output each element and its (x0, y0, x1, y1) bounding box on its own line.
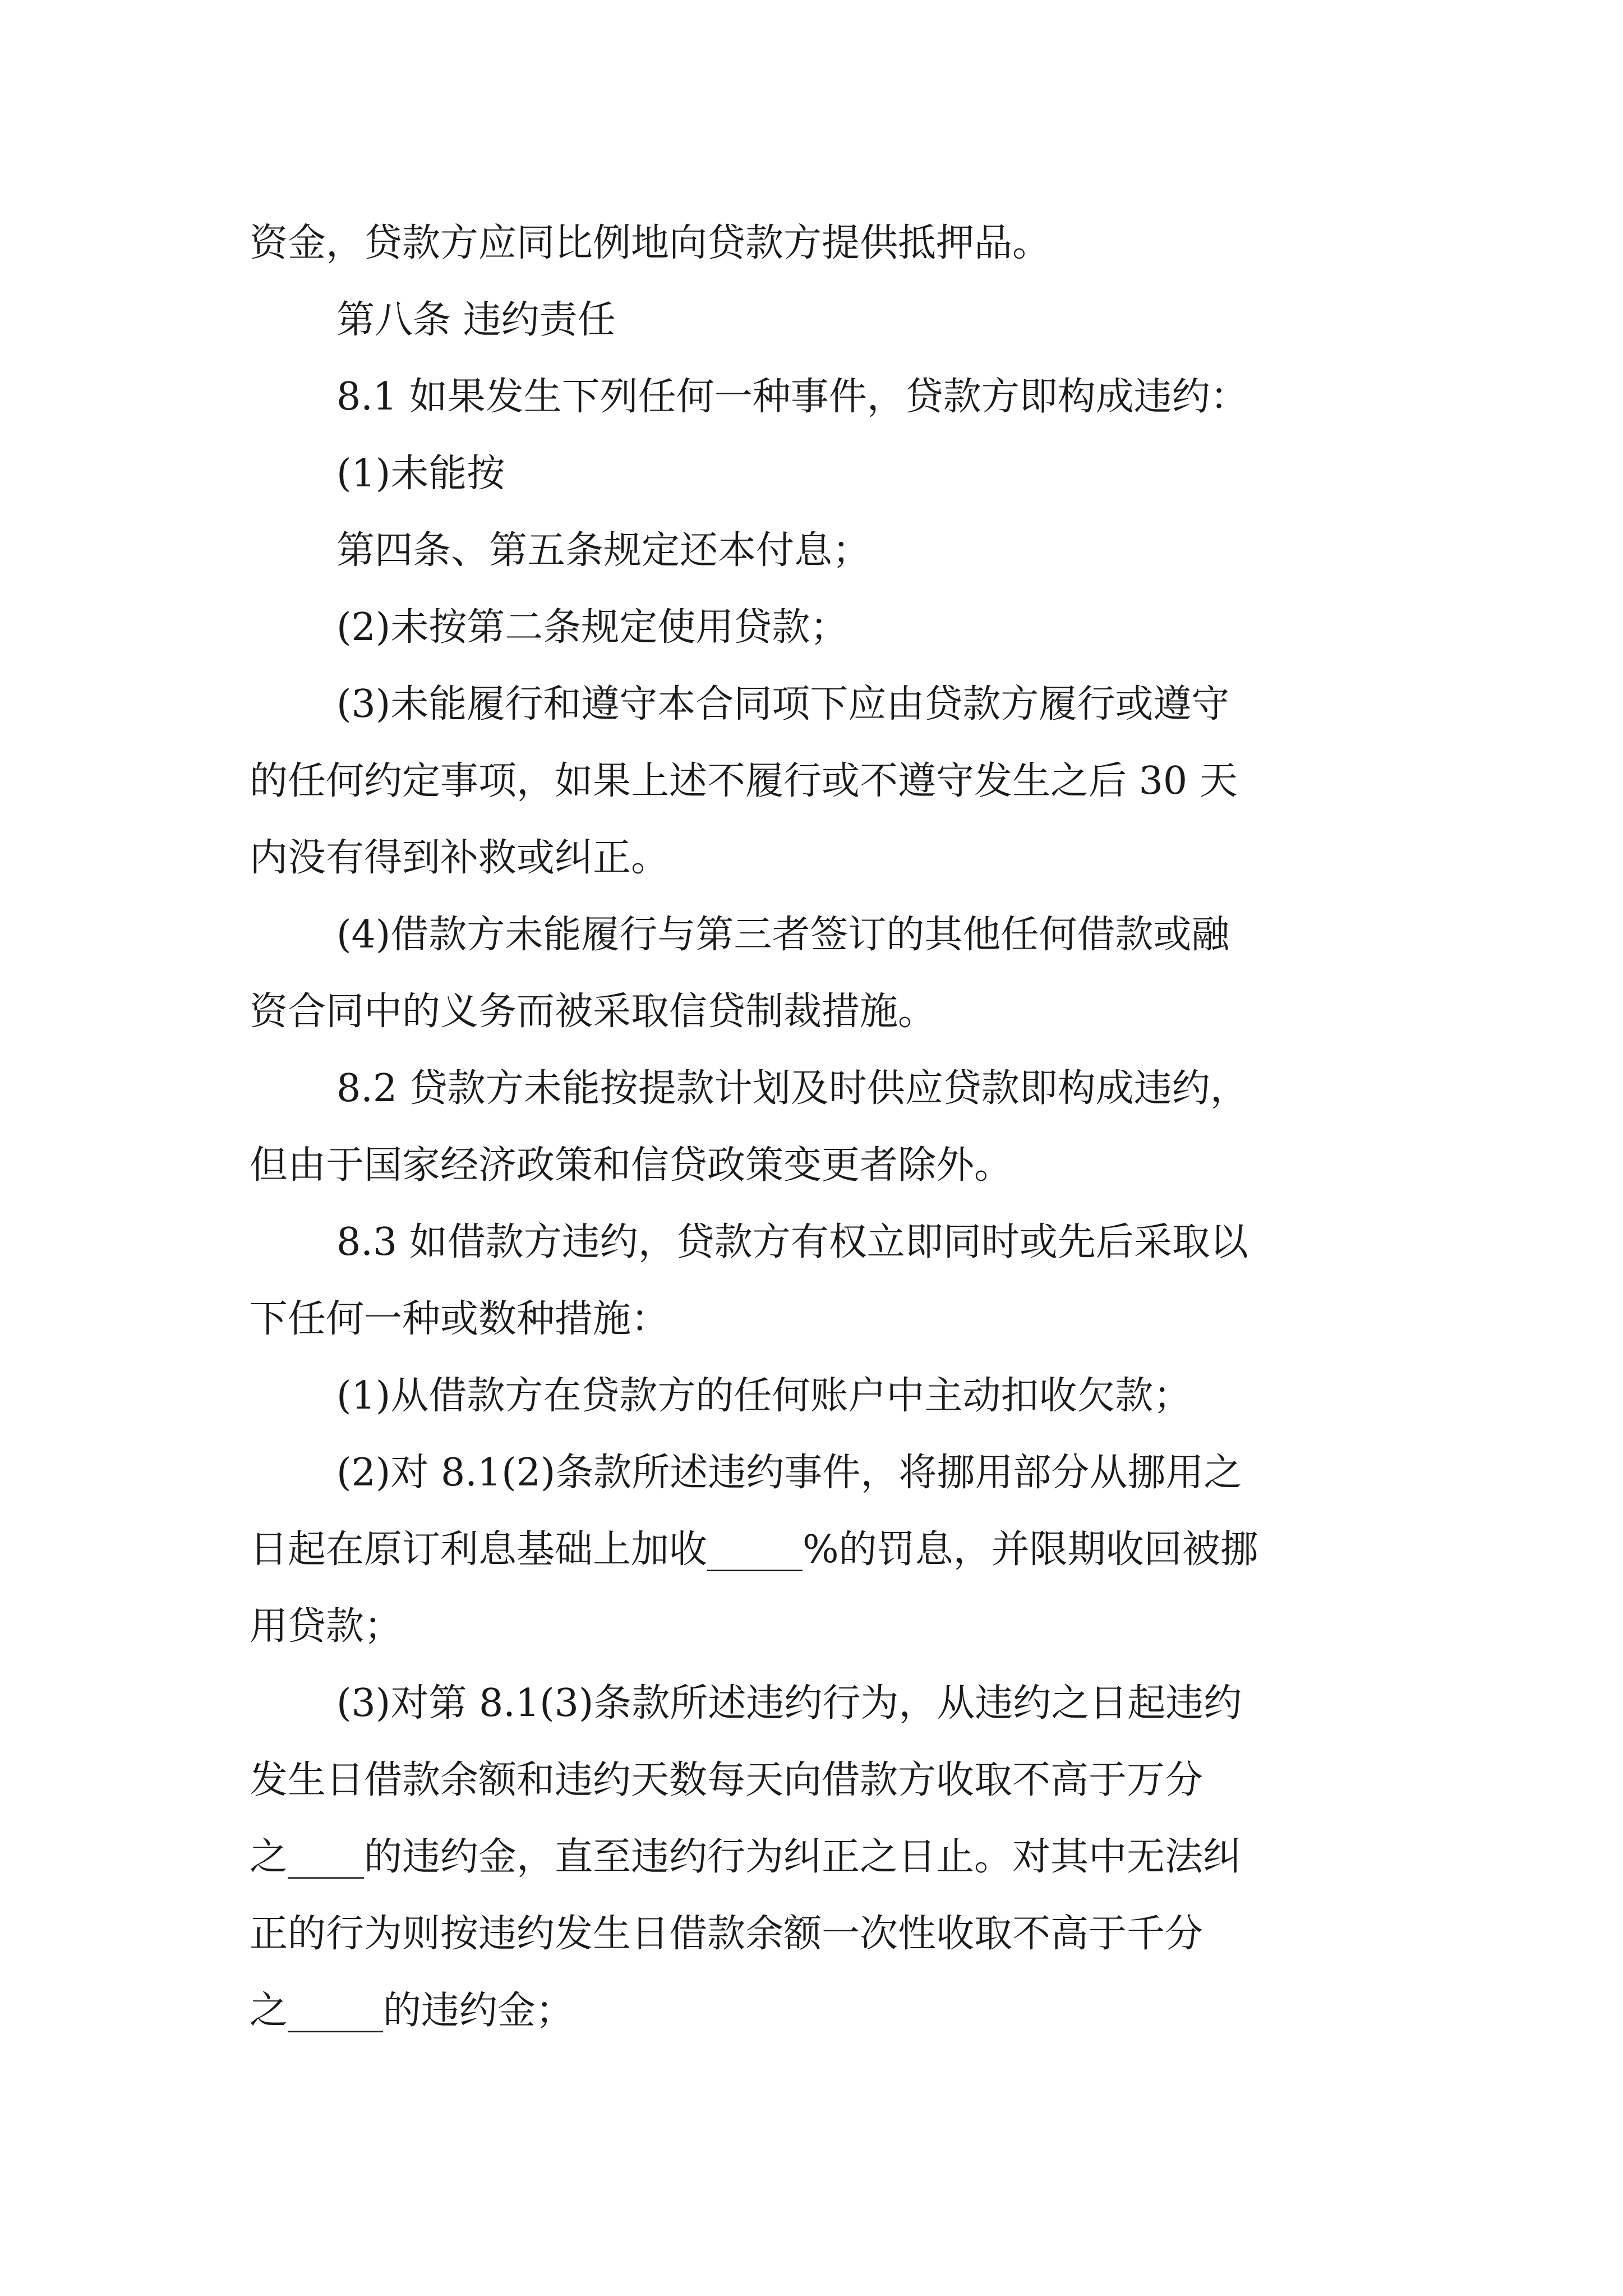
list-item: (1)从借款方在贷款方的任何账户中主动扣收欠款； (336, 1374, 1192, 1418)
text-line: 资金，贷款方应同比例地向贷款方提供抵押品。 (250, 221, 1051, 265)
text-line: 内没有得到补救或纠正。 (250, 836, 670, 880)
list-item: (2)对 8.1(2)条款所述违约事件，将挪用部分从挪用之 (336, 1451, 1242, 1495)
text-line: 用贷款； (250, 1604, 403, 1649)
text-line: 下任何一种或数种措施： (250, 1297, 670, 1341)
text-line: 之____的违约金，直至违约行为纠正之日止。对其中无法纠 (250, 1835, 1242, 1879)
text-line: 日起在原订利息基础上加收_____%的罚息，并限期收回被挪 (250, 1527, 1258, 1572)
text-line: 但由于国家经济政策和信贷政策变更者除外。 (250, 1143, 1013, 1188)
clause-8-1: 8.1 如果发生下列任何一种事件，贷款方即构成违约： (336, 375, 1248, 419)
list-item: (4)借款方未能履行与第三者签订的其他任何借款或融 (336, 913, 1230, 957)
list-item: (3)未能履行和遵守本合同项下应由贷款方履行或遵守 (336, 682, 1230, 726)
text-line: 资合同中的义务而被采取信贷制裁措施。 (250, 990, 937, 1034)
list-item: (2)未按第二条规定使用贷款； (336, 605, 849, 650)
article-heading: 第八条 违约责任 (336, 298, 616, 342)
text-line: 第四条、第五条规定还本付息； (336, 528, 871, 573)
text-line: 之_____的违约金； (250, 1989, 574, 2033)
text-line: 的任何约定事项，如果上述不履行或不遵守发生之后 30 天 (250, 759, 1238, 803)
list-item: (3)对第 8.1(3)条款所述违约行为，从违约之日起违约 (336, 1681, 1242, 1726)
clause-8-2: 8.2 贷款方未能按提款计划及时供应贷款即构成违约， (336, 1066, 1248, 1111)
text-line: 发生日借款余额和违约天数每天向借款方收取不高于万分 (250, 1758, 1204, 1802)
text-line: 正的行为则按违约发生日借款余额一次性收取不高于千分 (250, 1912, 1204, 1956)
list-item: (1)未能按 (336, 452, 505, 496)
clause-8-3: 8.3 如借款方违约，贷款方有权立即同时或先后采取以 (336, 1220, 1248, 1264)
